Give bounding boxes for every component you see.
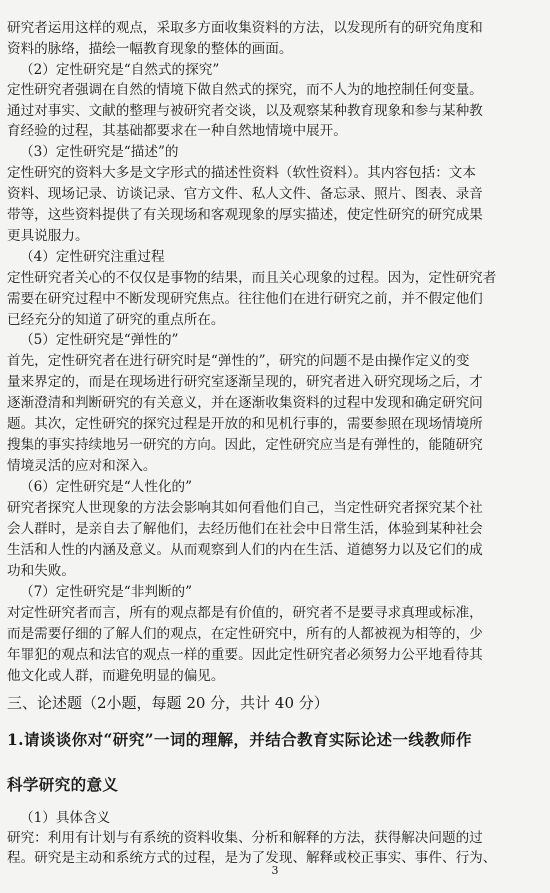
body-text-line: 生活和人性的内涵及意义。从而观察到人们的内在生活、道德努力以及它们的成 <box>7 542 483 558</box>
body-text-line: 他文化或人群，而避免明显的偏见。 <box>7 668 225 684</box>
body-text-line: 通过对事实、文献的整理与被研究者交谈，以及观察某种教育现象和参与某种教 <box>7 103 483 119</box>
body-text-line: 已经充分的知道了研究的重点所在。 <box>7 312 225 328</box>
body-text-line: 程。研究是主动和系统方式的过程，是为了发现、解释或校正事实、事件、行为、 <box>7 850 497 866</box>
body-text-line: 研究者探究人世现象的方法会影响其如何看他们自己，当定性研究者探究某个社 <box>7 500 483 516</box>
body-text-line: 研究者运用这样的观点，采取多方面收集资料的方法，以发现所有的研究角度和 <box>7 20 483 36</box>
question-title: 1.请谈谈你对“研究”一词的理解，并结合教育实际论述一线教师作 <box>7 730 472 749</box>
body-text-line: 首先，定性研究者在进行研究时是“弹性的”，研究的问题不是由操作定义的变 <box>7 353 470 369</box>
body-text-line: 年罪犯的观点和法官的观点一样的重要。因此定性研究者必须努力公平地看待其 <box>7 647 483 663</box>
section-title: 三、论述题（2小题，每题 20 分，共计 40 分） <box>7 694 329 712</box>
body-text-line: 定性研究者强调在自然的情境下做自然式的探究，而不人为的地控制任何变量。 <box>7 82 483 98</box>
body-text-line: 需要在研究过程中不断发现研究焦点。往往他们在进行研究之前，并不假定他们 <box>7 291 483 307</box>
body-text-line: 情境灵活的应对和深入。 <box>7 458 157 474</box>
subheading: （5）定性研究是“弹性的” <box>20 332 179 348</box>
page-number: 3 <box>271 864 279 877</box>
body-text-line: 逐渐澄清和判断研究的有关意义，并在逐渐收集资料的过程中发现和确定研究问 <box>7 395 483 411</box>
subheading: （1）具体含义 <box>20 810 111 826</box>
question-title-continued: 科学研究的意义 <box>7 775 119 794</box>
body-text-line: 资料的脉络，描绘一幅教育现象的整体的画面。 <box>7 41 293 57</box>
subheading: （3）定性研究是“描述”的 <box>20 144 179 160</box>
body-text-line: 定性研究的资料大多是文字形式的描述性资料（软性资料）。其内容包括：文本 <box>7 165 476 181</box>
body-text-line: 带等，这些资料提供了有关现场和客观现象的厚实描述，使定性研究的研究成果 <box>7 207 483 223</box>
subheading: （4）定性研究注重过程 <box>20 249 165 265</box>
body-text-line: 更具说服力。 <box>7 228 89 244</box>
subheading: （6）定性研究是“人性化的” <box>20 479 193 495</box>
body-text-line: 而是需要仔细的了解人们的观点，在定性研究中，所有的人都被视为相等的，少 <box>7 626 483 642</box>
body-text-line: 功和失败。 <box>7 563 75 579</box>
body-text-line: 对定性研究者而言，所有的观点都是有价值的，研究者不是要寻求真理或标准， <box>7 605 483 621</box>
body-text-line: 资料、现场记录、访谈记录、官方文件、私人文件、备忘录、照片、图表、录音 <box>7 186 483 202</box>
subheading: （2）定性研究是“自然式的探究” <box>20 62 220 78</box>
body-text-line: 育经验的过程，其基础都要求在一种自然地情境中展开。 <box>7 123 347 139</box>
body-text-line: 会人群时，是亲自去了解他们，去经历他们在社会中日常生活，体验到某种社会 <box>7 521 483 537</box>
body-text-line: 搜集的事实持续地另一研究的方向。因此，定性研究应当是有弹性的，能随研究 <box>7 437 483 453</box>
body-text-line: 定性研究者关心的不仅仅是事物的结果，而且关心现象的过程。因为，定性研究者 <box>7 270 497 286</box>
body-text-line: 量来界定的，而是在现场进行研究室逐渐呈现的，研究者进入研究现场之后，才 <box>7 374 483 390</box>
body-text-line: 题。其次，定性研究的探究过程是开放的和见机行事的，需要参照在现场情境所 <box>7 416 483 432</box>
body-text-line: 研究：利用有计划与有系统的资料收集、分析和解释的方法，获得解决问题的过 <box>7 830 483 846</box>
subheading: （7）定性研究是“非判断的” <box>20 584 193 600</box>
